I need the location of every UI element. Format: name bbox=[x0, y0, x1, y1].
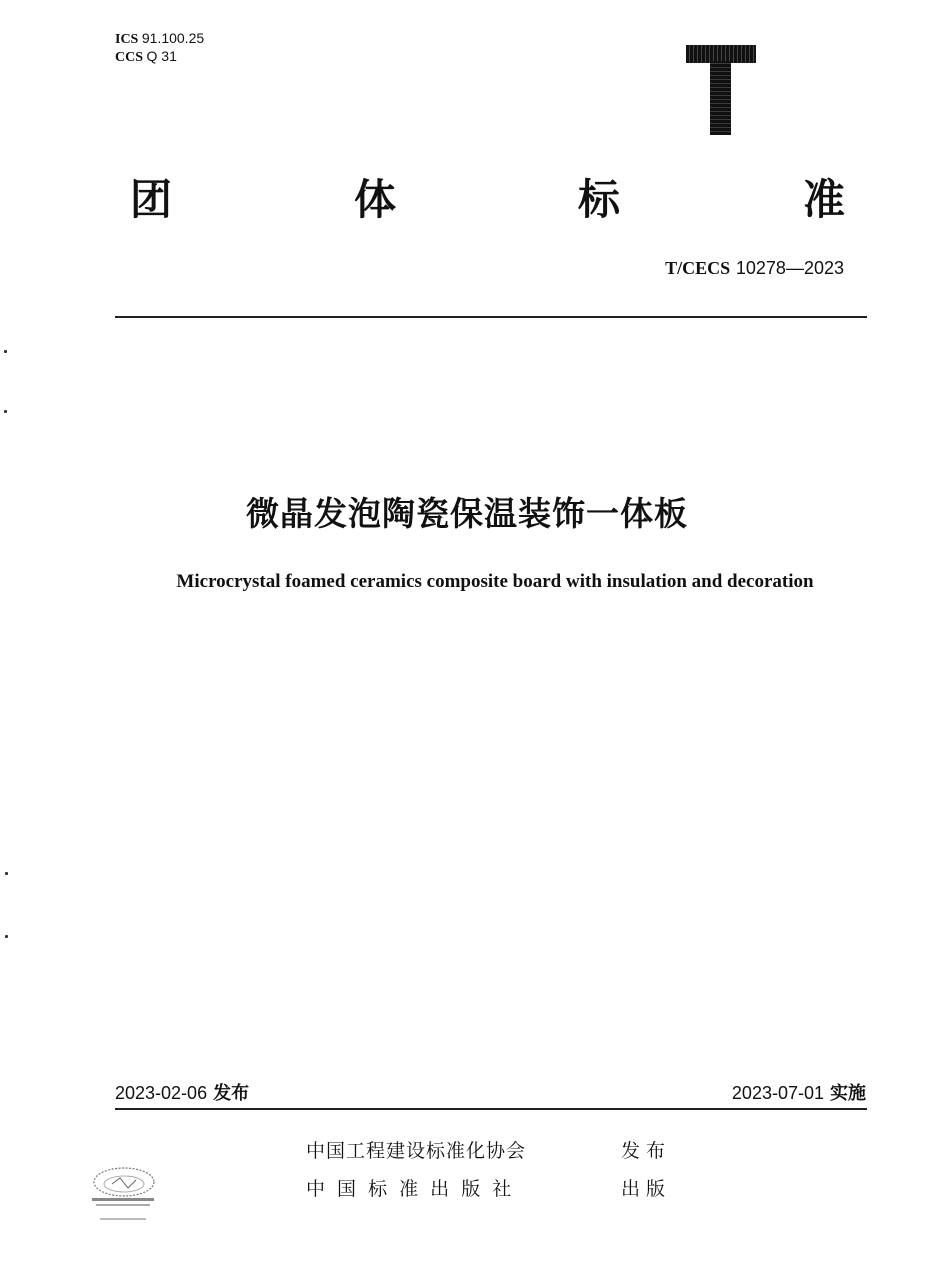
header-divider bbox=[115, 316, 867, 318]
ics-value: 91.100.25 bbox=[141, 30, 205, 46]
standard-type-char: 团 bbox=[130, 175, 173, 224]
publisher-org: 中 国 标 准 出 版 社 bbox=[306, 1178, 515, 1200]
issue-word: 发布 bbox=[213, 1083, 250, 1104]
standard-number bbox=[665, 258, 844, 279]
title-chinese: 微晶发泡陶瓷保温装饰一体板 bbox=[246, 494, 688, 533]
issue-date: 2023-02-06 bbox=[115, 1083, 208, 1103]
classification-codes bbox=[115, 30, 204, 66]
title-english: Microcrystal foamed ceramics composite board with insulation and decoration bbox=[176, 571, 814, 592]
standard-type-char: 标 bbox=[578, 175, 621, 224]
standard-type-char: 准 bbox=[803, 175, 846, 224]
ccs-label: CCS bbox=[115, 50, 144, 65]
issue-date-line bbox=[115, 1079, 249, 1105]
publisher-org: 中国工程建设标准化协会 bbox=[306, 1140, 527, 1162]
ccs-value: Q 31 bbox=[146, 48, 177, 64]
footer-divider bbox=[115, 1108, 867, 1110]
scan-speck bbox=[4, 410, 7, 413]
ics-code bbox=[115, 30, 204, 48]
t-logo-icon bbox=[686, 45, 756, 135]
ics-label: ICS bbox=[115, 32, 139, 47]
scan-speck bbox=[4, 350, 7, 353]
seal-stamp-icon bbox=[84, 1158, 164, 1228]
standard-number-prefix: T/CECS bbox=[665, 258, 731, 278]
publisher-role: 发 布 bbox=[621, 1140, 666, 1162]
implement-date: 2023-07-01 bbox=[731, 1083, 824, 1103]
standard-number-value: 10278—2023 bbox=[735, 258, 844, 278]
standard-type-heading bbox=[118, 170, 858, 230]
ccs-code bbox=[115, 48, 204, 66]
standard-type-char: 体 bbox=[354, 175, 397, 224]
scan-speck bbox=[5, 872, 8, 875]
publisher-role: 出 版 bbox=[621, 1178, 666, 1200]
implement-word: 实施 bbox=[830, 1083, 866, 1104]
scan-speck bbox=[5, 935, 8, 938]
implement-date-line bbox=[732, 1079, 866, 1105]
